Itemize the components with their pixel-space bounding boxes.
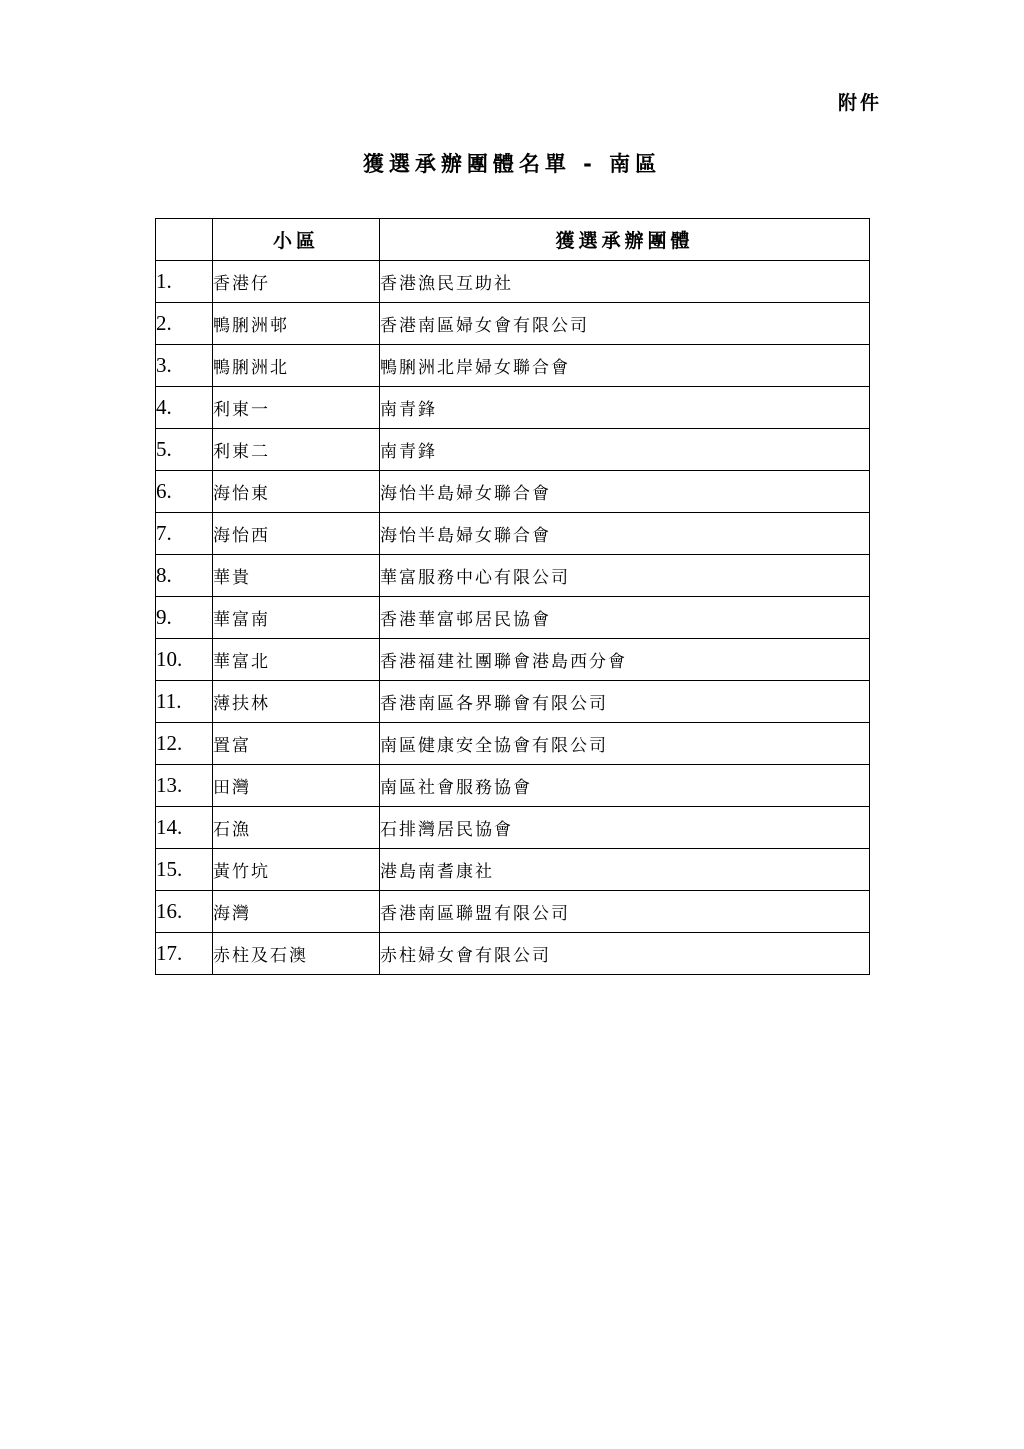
district-cell: 黃竹坑 [213, 849, 380, 891]
organization-cell: 華富服務中心有限公司 [380, 555, 870, 597]
row-number: 8. [156, 555, 213, 597]
district-cell: 石漁 [213, 807, 380, 849]
row-number: 9. [156, 597, 213, 639]
district-cell: 香港仔 [213, 261, 380, 303]
row-number: 2. [156, 303, 213, 345]
table-row [156, 639, 870, 681]
organization-cell: 香港南區各界聯會有限公司 [380, 681, 870, 723]
table-row [156, 261, 870, 303]
table-row [156, 849, 870, 891]
organization-cell: 南青鋒 [380, 387, 870, 429]
district-cell: 利東一 [213, 387, 380, 429]
table-row [156, 681, 870, 723]
table-row [156, 933, 870, 975]
organization-cell: 石排灣居民協會 [380, 807, 870, 849]
header-district: 小區 [213, 219, 380, 261]
table-row [156, 807, 870, 849]
organization-cell: 海怡半島婦女聯合會 [380, 513, 870, 555]
district-cell: 華富北 [213, 639, 380, 681]
row-number: 5. [156, 429, 213, 471]
organization-cell: 南區健康安全協會有限公司 [380, 723, 870, 765]
organization-cell: 香港華富邨居民協會 [380, 597, 870, 639]
organization-cell: 港島南耆康社 [380, 849, 870, 891]
organization-cell: 香港南區聯盟有限公司 [380, 891, 870, 933]
table-row [156, 765, 870, 807]
table-row [156, 597, 870, 639]
header-organization: 獲選承辦團體 [380, 219, 870, 261]
row-number: 10. [156, 639, 213, 681]
district-cell: 海怡東 [213, 471, 380, 513]
annex-label: 附件 [837, 92, 882, 114]
row-number: 13. [156, 765, 213, 807]
organization-cell: 赤柱婦女會有限公司 [380, 933, 870, 975]
district-cell: 鴨脷洲北 [213, 345, 380, 387]
district-cell: 田灣 [213, 765, 380, 807]
row-number: 4. [156, 387, 213, 429]
table-row [156, 471, 870, 513]
row-number: 17. [156, 933, 213, 975]
row-number: 1. [156, 261, 213, 303]
district-cell: 利東二 [213, 429, 380, 471]
organizations-table [155, 218, 870, 975]
table-row [156, 429, 870, 471]
row-number: 7. [156, 513, 213, 555]
district-cell: 鴨脷洲邨 [213, 303, 380, 345]
table-body [156, 261, 870, 975]
row-number: 12. [156, 723, 213, 765]
organization-cell: 鴨脷洲北岸婦女聯合會 [380, 345, 870, 387]
organization-cell: 香港漁民互助社 [380, 261, 870, 303]
row-number: 16. [156, 891, 213, 933]
document-title: 獲選承辦團體名單 - 南區 [362, 152, 662, 176]
organization-cell: 香港福建社團聯會港島西分會 [380, 639, 870, 681]
table-row [156, 513, 870, 555]
district-cell: 薄扶林 [213, 681, 380, 723]
row-number: 6. [156, 471, 213, 513]
row-number: 15. [156, 849, 213, 891]
row-number: 14. [156, 807, 213, 849]
table-row [156, 723, 870, 765]
table-row [156, 891, 870, 933]
district-cell: 置富 [213, 723, 380, 765]
table-row [156, 387, 870, 429]
row-number: 3. [156, 345, 213, 387]
district-cell: 赤柱及石澳 [213, 933, 380, 975]
district-cell: 海怡西 [213, 513, 380, 555]
organization-cell: 海怡半島婦女聯合會 [380, 471, 870, 513]
header-number [156, 219, 213, 261]
district-cell: 海灣 [213, 891, 380, 933]
organization-cell: 南青鋒 [380, 429, 870, 471]
district-cell: 華貴 [213, 555, 380, 597]
table-row [156, 555, 870, 597]
row-number: 11. [156, 681, 213, 723]
district-cell: 華富南 [213, 597, 380, 639]
organization-cell: 南區社會服務協會 [380, 765, 870, 807]
organization-cell: 香港南區婦女會有限公司 [380, 303, 870, 345]
table-row [156, 303, 870, 345]
table-header-row [156, 219, 870, 261]
table-row [156, 345, 870, 387]
